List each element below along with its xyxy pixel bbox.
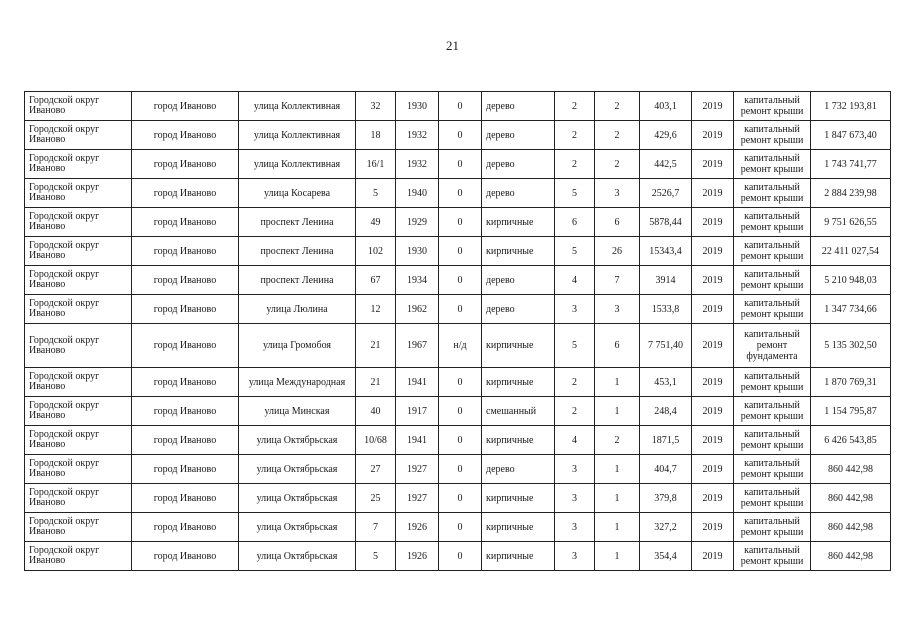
cell-entrances: 7 (595, 266, 640, 295)
cell-street: улица Международная (239, 368, 356, 397)
cell-entrances: 1 (595, 368, 640, 397)
cell-municipality: Городской округ Иваново (25, 324, 132, 368)
cell-settlement: город Иваново (132, 368, 239, 397)
page-number: 21 (446, 38, 459, 53)
cell-settlement: город Иваново (132, 179, 239, 208)
cell-cost: 1 347 734,66 (811, 295, 891, 324)
cell-floors: 5 (555, 237, 595, 266)
cell-entrances: 26 (595, 237, 640, 266)
cell-street: улица Люлина (239, 295, 356, 324)
cell-build-year: 1927 (396, 484, 439, 513)
cell-build-year: 1941 (396, 426, 439, 455)
cell-settlement: город Иваново (132, 426, 239, 455)
cell-cost: 5 210 948,03 (811, 266, 891, 295)
table-row (25, 426, 891, 455)
cell-street: улица Октябрьская (239, 513, 356, 542)
cell-build-year: 1934 (396, 266, 439, 295)
cell-settlement: город Иваново (132, 208, 239, 237)
cell-wall-material: кирпичные (482, 208, 555, 237)
cell-wall-material: кирпичные (482, 368, 555, 397)
cell-build-year: 1930 (396, 92, 439, 121)
cell-work-type: капитальный ремонт крыши (734, 484, 811, 513)
table-row (25, 208, 891, 237)
cell-build-year: 1917 (396, 397, 439, 426)
cell-area: 1533,8 (640, 295, 692, 324)
cell-house-number: 67 (356, 266, 396, 295)
cell-wear-value: 0 (439, 426, 482, 455)
cell-build-year: 1930 (396, 237, 439, 266)
cell-area: 453,1 (640, 368, 692, 397)
cell-entrances: 1 (595, 397, 640, 426)
cell-cost: 1 732 193,81 (811, 92, 891, 121)
cell-house-number: 7 (356, 513, 396, 542)
cell-area: 404,7 (640, 455, 692, 484)
cell-municipality: Городской округ Иваново (25, 179, 132, 208)
cell-floors: 2 (555, 150, 595, 179)
cell-cost: 2 884 239,98 (811, 179, 891, 208)
cell-wear-value: 0 (439, 397, 482, 426)
cell-area: 1871,5 (640, 426, 692, 455)
cell-work-type: капитальный ремонт крыши (734, 455, 811, 484)
cell-area: 3914 (640, 266, 692, 295)
cell-entrances: 2 (595, 426, 640, 455)
cell-street: улица Коллективная (239, 92, 356, 121)
cell-wear-value: 0 (439, 368, 482, 397)
cell-build-year: 1926 (396, 513, 439, 542)
cell-cost: 22 411 027,54 (811, 237, 891, 266)
cell-build-year: 1962 (396, 295, 439, 324)
cell-municipality: Городской округ Иваново (25, 455, 132, 484)
cell-street: улица Коллективная (239, 150, 356, 179)
cell-house-number: 21 (356, 324, 396, 368)
cell-plan-year: 2019 (692, 237, 734, 266)
cell-wall-material: дерево (482, 295, 555, 324)
cell-wear-value: 0 (439, 208, 482, 237)
cell-house-number: 10/68 (356, 426, 396, 455)
cell-build-year: 1927 (396, 455, 439, 484)
cell-work-type: капитальный ремонт крыши (734, 121, 811, 150)
cell-area: 15343,4 (640, 237, 692, 266)
cell-plan-year: 2019 (692, 542, 734, 571)
cell-settlement: город Иваново (132, 150, 239, 179)
cell-cost: 860 442,98 (811, 542, 891, 571)
table-row (25, 92, 891, 121)
cell-wear-value: 0 (439, 150, 482, 179)
cell-area: 442,5 (640, 150, 692, 179)
cell-wall-material: дерево (482, 121, 555, 150)
cell-street: проспект Ленина (239, 266, 356, 295)
cell-plan-year: 2019 (692, 208, 734, 237)
cell-plan-year: 2019 (692, 179, 734, 208)
cell-plan-year: 2019 (692, 368, 734, 397)
cell-wall-material: кирпичные (482, 237, 555, 266)
cell-plan-year: 2019 (692, 295, 734, 324)
cell-wall-material: кирпичные (482, 324, 555, 368)
cell-cost: 5 135 302,50 (811, 324, 891, 368)
cell-floors: 2 (555, 121, 595, 150)
table-row (25, 150, 891, 179)
cell-plan-year: 2019 (692, 484, 734, 513)
cell-area: 403,1 (640, 92, 692, 121)
cell-area: 354,4 (640, 542, 692, 571)
cell-floors: 4 (555, 426, 595, 455)
cell-wear-value: 0 (439, 513, 482, 542)
cell-work-type: капитальный ремонт крыши (734, 397, 811, 426)
cell-entrances: 2 (595, 150, 640, 179)
cell-work-type: капитальный ремонт крыши (734, 513, 811, 542)
table-row (25, 237, 891, 266)
cell-plan-year: 2019 (692, 92, 734, 121)
cell-plan-year: 2019 (692, 513, 734, 542)
cell-build-year: 1926 (396, 542, 439, 571)
cell-street: улица Октябрьская (239, 455, 356, 484)
cell-entrances: 3 (595, 179, 640, 208)
cell-house-number: 40 (356, 397, 396, 426)
cell-entrances: 3 (595, 295, 640, 324)
table-row (25, 324, 891, 368)
cell-plan-year: 2019 (692, 324, 734, 368)
cell-floors: 2 (555, 92, 595, 121)
cell-street: улица Громобоя (239, 324, 356, 368)
cell-work-type: капитальный ремонт крыши (734, 542, 811, 571)
cell-wear-value: 0 (439, 92, 482, 121)
cell-floors: 6 (555, 208, 595, 237)
cell-municipality: Городской округ Иваново (25, 542, 132, 571)
cell-area: 327,2 (640, 513, 692, 542)
cell-street: улица Минская (239, 397, 356, 426)
cell-floors: 3 (555, 455, 595, 484)
cell-settlement: город Иваново (132, 266, 239, 295)
cell-settlement: город Иваново (132, 484, 239, 513)
cell-street: улица Коллективная (239, 121, 356, 150)
cell-house-number: 25 (356, 484, 396, 513)
cell-area: 379,8 (640, 484, 692, 513)
cell-street: улица Октябрьская (239, 484, 356, 513)
cell-wall-material: дерево (482, 179, 555, 208)
cell-build-year: 1940 (396, 179, 439, 208)
cell-work-type: капитальный ремонт крыши (734, 426, 811, 455)
cell-cost: 1 154 795,87 (811, 397, 891, 426)
cell-wall-material: смешанный (482, 397, 555, 426)
cell-house-number: 16/1 (356, 150, 396, 179)
cell-house-number: 18 (356, 121, 396, 150)
cell-build-year: 1967 (396, 324, 439, 368)
cell-settlement: город Иваново (132, 295, 239, 324)
cell-wall-material: кирпичные (482, 426, 555, 455)
table-row (25, 266, 891, 295)
cell-street: улица Косарева (239, 179, 356, 208)
cell-wear-value: 0 (439, 542, 482, 571)
cell-wear-value: 0 (439, 179, 482, 208)
cell-settlement: город Иваново (132, 455, 239, 484)
cell-floors: 5 (555, 179, 595, 208)
cell-wall-material: дерево (482, 92, 555, 121)
cell-settlement: город Иваново (132, 513, 239, 542)
cell-wear-value: 0 (439, 455, 482, 484)
cell-entrances: 1 (595, 542, 640, 571)
cell-settlement: город Иваново (132, 542, 239, 571)
cell-cost: 1 870 769,31 (811, 368, 891, 397)
cell-settlement: город Иваново (132, 237, 239, 266)
cell-street: проспект Ленина (239, 237, 356, 266)
cell-plan-year: 2019 (692, 426, 734, 455)
cell-entrances: 6 (595, 324, 640, 368)
cell-settlement: город Иваново (132, 92, 239, 121)
cell-municipality: Городской округ Иваново (25, 208, 132, 237)
table-row (25, 295, 891, 324)
cell-municipality: Городской округ Иваново (25, 266, 132, 295)
cell-house-number: 12 (356, 295, 396, 324)
cell-work-type: капитальный ремонт крыши (734, 92, 811, 121)
cell-work-type: капитальный ремонт крыши (734, 208, 811, 237)
cell-house-number: 49 (356, 208, 396, 237)
cell-work-type: капитальный ремонт крыши (734, 266, 811, 295)
cell-municipality: Городской округ Иваново (25, 295, 132, 324)
cell-street: улица Октябрьская (239, 426, 356, 455)
table-body (25, 92, 891, 571)
cell-area: 248,4 (640, 397, 692, 426)
cell-area: 2526,7 (640, 179, 692, 208)
cell-municipality: Городской округ Иваново (25, 368, 132, 397)
cell-entrances: 2 (595, 121, 640, 150)
cell-cost: 1 743 741,77 (811, 150, 891, 179)
cell-house-number: 5 (356, 542, 396, 571)
cell-plan-year: 2019 (692, 150, 734, 179)
cell-build-year: 1929 (396, 208, 439, 237)
cell-wall-material: дерево (482, 266, 555, 295)
cell-area: 5878,44 (640, 208, 692, 237)
cell-floors: 2 (555, 397, 595, 426)
cell-cost: 6 426 543,85 (811, 426, 891, 455)
cell-municipality: Городской округ Иваново (25, 513, 132, 542)
cell-house-number: 102 (356, 237, 396, 266)
cell-settlement: город Иваново (132, 324, 239, 368)
cell-cost: 860 442,98 (811, 513, 891, 542)
cell-floors: 3 (555, 295, 595, 324)
table-row (25, 455, 891, 484)
cell-plan-year: 2019 (692, 121, 734, 150)
cell-settlement: город Иваново (132, 121, 239, 150)
table-row (25, 368, 891, 397)
cell-cost: 1 847 673,40 (811, 121, 891, 150)
cell-plan-year: 2019 (692, 397, 734, 426)
cell-wear-value: 0 (439, 266, 482, 295)
cell-work-type: капитальный ремонт крыши (734, 237, 811, 266)
cell-municipality: Городской округ Иваново (25, 484, 132, 513)
cell-work-type: капитальный ремонт фундамента (734, 324, 811, 368)
cell-house-number: 5 (356, 179, 396, 208)
cell-floors: 3 (555, 513, 595, 542)
cell-wear-value: 0 (439, 295, 482, 324)
cell-street: проспект Ленина (239, 208, 356, 237)
cell-plan-year: 2019 (692, 455, 734, 484)
cell-cost: 9 751 626,55 (811, 208, 891, 237)
cell-cost: 860 442,98 (811, 484, 891, 513)
cell-entrances: 6 (595, 208, 640, 237)
cell-municipality: Городской округ Иваново (25, 426, 132, 455)
cell-wall-material: кирпичные (482, 542, 555, 571)
table-row (25, 397, 891, 426)
cell-municipality: Городской округ Иваново (25, 92, 132, 121)
cell-floors: 2 (555, 368, 595, 397)
cell-house-number: 27 (356, 455, 396, 484)
cell-floors: 5 (555, 324, 595, 368)
cell-municipality: Городской округ Иваново (25, 397, 132, 426)
cell-entrances: 1 (595, 484, 640, 513)
cell-area: 7 751,40 (640, 324, 692, 368)
cell-settlement: город Иваново (132, 397, 239, 426)
cell-work-type: капитальный ремонт крыши (734, 295, 811, 324)
cell-municipality: Городской округ Иваново (25, 237, 132, 266)
cell-municipality: Городской округ Иваново (25, 121, 132, 150)
cell-street: улица Октябрьская (239, 542, 356, 571)
table-row (25, 121, 891, 150)
cell-wear-value: 0 (439, 121, 482, 150)
cell-build-year: 1932 (396, 121, 439, 150)
cell-wear-value: 0 (439, 484, 482, 513)
cell-entrances: 2 (595, 92, 640, 121)
cell-house-number: 21 (356, 368, 396, 397)
housing-repair-table (24, 91, 891, 571)
cell-area: 429,6 (640, 121, 692, 150)
cell-plan-year: 2019 (692, 266, 734, 295)
cell-wear-value: н/д (439, 324, 482, 368)
cell-floors: 3 (555, 484, 595, 513)
cell-work-type: капитальный ремонт крыши (734, 150, 811, 179)
table-row (25, 179, 891, 208)
cell-floors: 4 (555, 266, 595, 295)
cell-work-type: капитальный ремонт крыши (734, 368, 811, 397)
table-row (25, 484, 891, 513)
table-row (25, 542, 891, 571)
cell-entrances: 1 (595, 513, 640, 542)
cell-floors: 3 (555, 542, 595, 571)
cell-entrances: 1 (595, 455, 640, 484)
cell-wall-material: кирпичные (482, 513, 555, 542)
cell-cost: 860 442,98 (811, 455, 891, 484)
cell-build-year: 1941 (396, 368, 439, 397)
cell-wall-material: кирпичные (482, 484, 555, 513)
cell-build-year: 1932 (396, 150, 439, 179)
cell-municipality: Городской округ Иваново (25, 150, 132, 179)
table-row (25, 513, 891, 542)
cell-house-number: 32 (356, 92, 396, 121)
cell-wall-material: дерево (482, 455, 555, 484)
cell-wall-material: дерево (482, 150, 555, 179)
cell-work-type: капитальный ремонт крыши (734, 179, 811, 208)
cell-wear-value: 0 (439, 237, 482, 266)
